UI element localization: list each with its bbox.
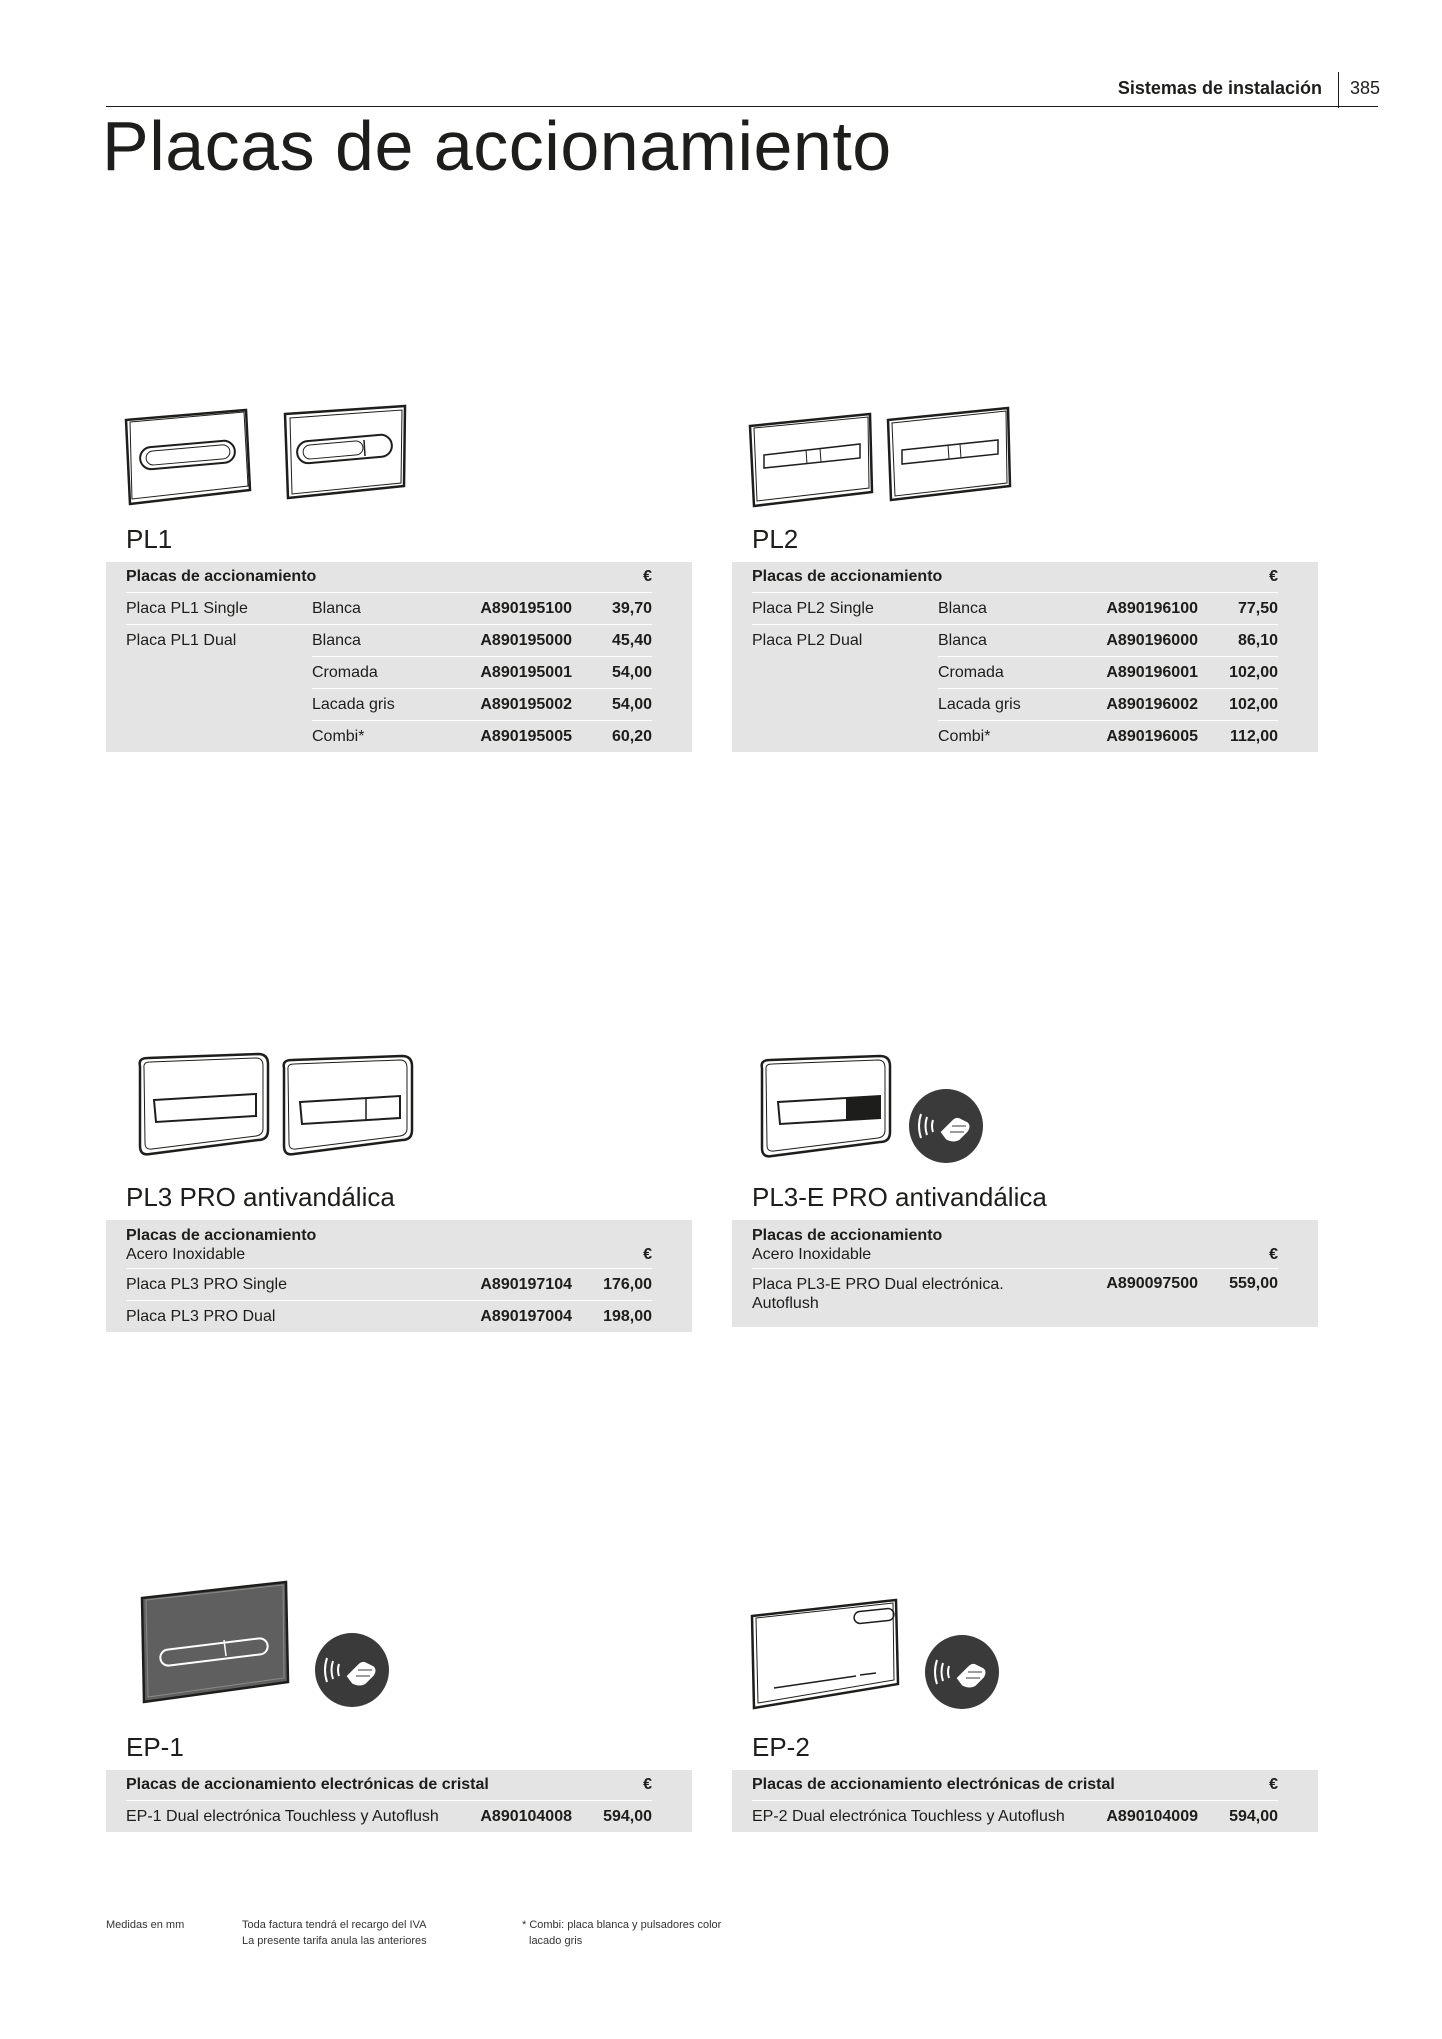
table-row: Placa PL1 Single Blanca A890195100 39,70 bbox=[106, 593, 692, 625]
currency-label: € bbox=[1269, 1776, 1278, 1793]
table-row: Placa PL2 Dual Blanca A890196000 86,10 bbox=[732, 625, 1318, 657]
header-separator bbox=[1338, 72, 1339, 108]
table-header-row bbox=[732, 1770, 1318, 1801]
section-title: Sistemas de instalación bbox=[1117, 78, 1322, 98]
table-header-label: Placas de accionamiento bbox=[752, 568, 943, 585]
pl3e-product-name: PL3-E PRO antivandálica bbox=[752, 1182, 1047, 1212]
currency-label: € bbox=[643, 1776, 652, 1793]
pl2-price-table bbox=[732, 562, 1318, 752]
pl1-single-plate-icon bbox=[126, 410, 250, 504]
ep2-plate-illustration bbox=[748, 1596, 1018, 1716]
pl3-plates-illustration bbox=[130, 1050, 420, 1160]
pl1-plates-illustration bbox=[122, 398, 452, 508]
footer-measures: Medidas en mm bbox=[106, 1919, 185, 1931]
footer-vat-line-2: La presente tarifa anula las anteriores bbox=[242, 1935, 427, 1947]
pl3e-dual-plate-icon bbox=[762, 1056, 890, 1156]
ep1-glass-plate-icon bbox=[142, 1582, 288, 1702]
table-row: Cromada A890196001 102,00 bbox=[732, 657, 1318, 689]
table-header-row bbox=[106, 1220, 692, 1246]
pl3-single-plate-icon bbox=[140, 1054, 268, 1154]
table-header-row bbox=[106, 562, 692, 593]
table-row: Combi* A890196005 112,00 bbox=[732, 721, 1318, 753]
table-header-label: Placas de accionamiento bbox=[126, 1227, 317, 1244]
pl2-product-name: PL2 bbox=[752, 524, 799, 554]
ep1-product-name: EP-1 bbox=[126, 1732, 184, 1762]
table-row: EP-2 Dual electrónica Touchless y Autoflush A890104009 594,00 bbox=[732, 1801, 1318, 1833]
table-header-label: Placas de accionamiento bbox=[752, 1227, 943, 1244]
material-label: Acero Inoxidable bbox=[752, 1246, 872, 1263]
table-row: EP-1 Dual electrónica Touchless y Autoflush A890104008 594,00 bbox=[106, 1801, 692, 1833]
touchless-hand-icon bbox=[925, 1635, 999, 1709]
table-row: Placa PL3 PRO Dual A890197004 198,00 bbox=[106, 1301, 692, 1333]
page-title: Placas de accionamiento bbox=[102, 107, 892, 185]
table-header-row bbox=[732, 562, 1318, 593]
currency-label: € bbox=[643, 1246, 652, 1263]
model-line-2: Autoflush bbox=[752, 1295, 819, 1312]
ep1-price-table bbox=[106, 1770, 692, 1832]
table-header-label: Placas de accionamiento electrónicas de cristal bbox=[126, 1776, 489, 1793]
pl1-dual-plate-icon bbox=[285, 406, 405, 498]
table-header-row bbox=[106, 1770, 692, 1801]
footer-combi-line-1: * Combi: placa blanca y pulsadores color bbox=[522, 1919, 722, 1931]
pl3-dual-plate-icon bbox=[284, 1056, 412, 1154]
pl3-product-name: PL3 PRO antivandálica bbox=[126, 1182, 395, 1212]
ep2-price-table bbox=[732, 1770, 1318, 1832]
table-header-label: Placas de accionamiento bbox=[126, 568, 317, 585]
footer-combi-line-2: lacado gris bbox=[529, 1935, 583, 1947]
material-label: Acero Inoxidable bbox=[126, 1246, 246, 1263]
table-header-label: Placas de accionamiento electrónicas de cristal bbox=[752, 1776, 1115, 1793]
table-row: Lacada gris A890195002 54,00 bbox=[106, 689, 692, 721]
table-subheader-row bbox=[732, 1246, 1318, 1269]
table-row: Combi* A890195005 60,20 bbox=[106, 721, 692, 753]
touchless-hand-icon bbox=[315, 1633, 389, 1707]
ep2-glass-plate-icon bbox=[752, 1600, 898, 1708]
pl1-price-table bbox=[106, 562, 692, 752]
pl2-dual-plate-icon bbox=[888, 408, 1010, 500]
footer-vat-note bbox=[242, 1917, 427, 1949]
table-row: Placa PL1 Dual Blanca A890195000 45,40 bbox=[106, 625, 692, 657]
table-row: Placa PL3-E PRO Dual electrónica. Autoflush A890097500 559,00 bbox=[732, 1269, 1318, 1328]
pl2-plates-illustration bbox=[748, 400, 1018, 510]
currency-label: € bbox=[1269, 568, 1278, 585]
footer-combi-note bbox=[522, 1917, 721, 1949]
model-line-1: Placa PL3-E PRO Dual electrónica. bbox=[752, 1276, 1004, 1293]
pl1-product-name: PL1 bbox=[126, 524, 173, 554]
touchless-hand-icon bbox=[909, 1089, 983, 1163]
table-header-row bbox=[732, 1220, 1318, 1246]
table-row: Placa PL2 Single Blanca A890196100 77,50 bbox=[732, 593, 1318, 625]
footer-vat-line-1: Toda factura tendrá el recargo del IVA bbox=[242, 1919, 427, 1931]
pl2-single-plate-icon bbox=[750, 414, 872, 506]
table-row: Placa PL3 PRO Single A890197104 176,00 bbox=[106, 1269, 692, 1301]
ep1-plate-illustration bbox=[138, 1578, 398, 1708]
pl3e-plate-illustration bbox=[756, 1052, 996, 1164]
ep2-product-name: EP-2 bbox=[752, 1732, 810, 1762]
table-row: Cromada A890195001 54,00 bbox=[106, 657, 692, 689]
pl3-price-table bbox=[106, 1220, 692, 1332]
table-row: Lacada gris A890196002 102,00 bbox=[732, 689, 1318, 721]
table-subheader-row bbox=[106, 1246, 692, 1269]
currency-label: € bbox=[1269, 1246, 1278, 1263]
page-number: 385 bbox=[1350, 78, 1381, 98]
currency-label: € bbox=[643, 568, 652, 585]
pl3e-price-table bbox=[732, 1220, 1318, 1327]
